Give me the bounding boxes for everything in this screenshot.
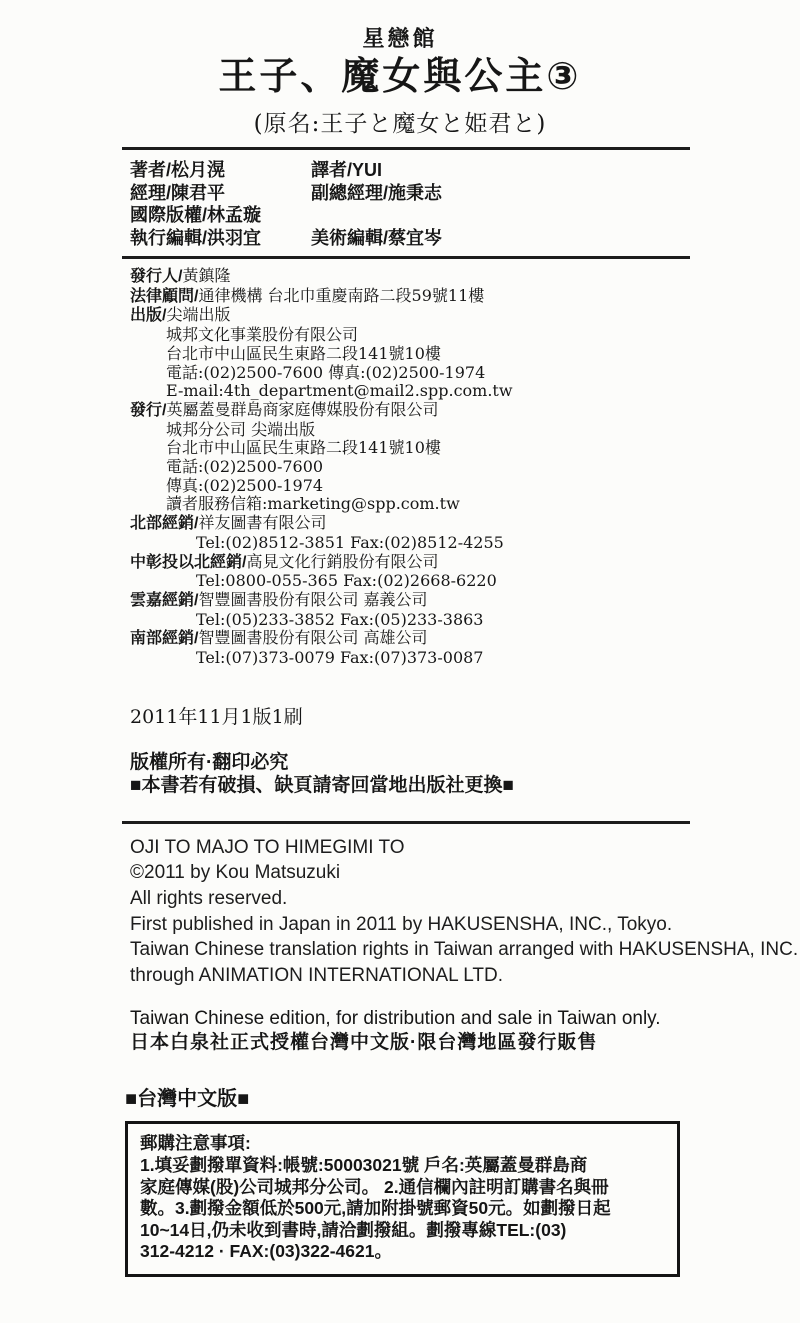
credits-section xyxy=(130,159,800,249)
publisher-info-section xyxy=(130,267,800,668)
english-agent-line: through ANIMATION INTERNATIONAL LTD. xyxy=(130,964,504,986)
mail-order-heading: 郵購注意事項: xyxy=(140,1133,251,1154)
license-chinese-line: 日本白泉社正式授權台灣中文版·限台灣地區發行販售 xyxy=(130,1032,598,1054)
divider-copyright xyxy=(122,821,690,824)
mail-order-line: 312-4212 · FAX:(03)322-4621。 xyxy=(140,1241,392,1262)
info-line-phone-fax: 電話:(02)2500-7600 傳真:(02)2500-1974 xyxy=(166,362,486,382)
credit-row xyxy=(130,204,800,227)
info-line-north-distributor: 北部經銷/祥友圖書有限公司 xyxy=(130,513,327,533)
info-line-fax: 傳真:(02)2500-1974 xyxy=(166,475,324,495)
info-line-publisher-person: 發行人/黃鎮隆 xyxy=(130,266,231,285)
info-line-central-distributor: 中彰投以北經銷/高見文化行銷股份有限公司 xyxy=(130,551,439,571)
credit-row xyxy=(130,227,800,250)
credit-art-editor: 美術編輯/蔡宜岑 xyxy=(311,227,443,248)
info-line-phone: 電話:(02)2500-7600 xyxy=(166,457,324,477)
imprint-label: 星戀館 xyxy=(362,26,438,51)
book-title: 王子、魔女與公主③ xyxy=(218,56,582,98)
credit-translator: 譯者/YUI xyxy=(311,160,383,180)
license-section xyxy=(130,1007,800,1055)
info-line-tel-fax: Tel:(05)233-3852 Fax:(05)233-3863 xyxy=(196,609,484,629)
mail-order-line: 10~14日,仍未收到書時,請洽劃撥組。劃撥專線TEL:(03) xyxy=(140,1219,567,1240)
english-romanized-title: OJI TO MAJO TO HIMEGIMI TO xyxy=(130,836,405,858)
license-english-line: Taiwan Chinese edition, for distribution and sale in Taiwan only. xyxy=(130,1008,661,1030)
taiwan-edition-marker: ■台灣中文版■ xyxy=(125,1088,250,1111)
english-copyright-line: ©2011 by Kou Matsuzuki xyxy=(130,862,341,884)
credit-row xyxy=(130,182,800,205)
damage-notice-line: ■本書若有破損、缺頁請寄回當地出版社更換■ xyxy=(130,774,514,796)
header xyxy=(0,0,800,138)
english-copyright-section xyxy=(130,835,800,989)
credit-author: 著者/松月滉 xyxy=(130,160,226,180)
info-line-email: E-mail:4th_department@mail2.spp.com.tw xyxy=(166,381,513,401)
mail-order-line: 數。3.劃撥金額低於500元,請加附掛號郵資50元。如劃撥日起 xyxy=(140,1198,611,1219)
info-line-publisher: 出版/尖端出版 xyxy=(130,305,231,325)
mail-order-line: 家庭傳媒(股)公司城邦分公司。 2.通信欄內註明訂購書名與冊 xyxy=(140,1176,609,1197)
english-rights-line: All rights reserved. xyxy=(130,887,288,909)
printing-line: 2011年11月1版1刷 xyxy=(130,705,303,728)
credit-row xyxy=(130,159,800,182)
credit-deputy-manager: 副總經理/施秉志 xyxy=(311,182,443,203)
info-line-legal-advisor: 法律顧問/通律機構 台北巾重慶南路二段59號11樓 xyxy=(130,285,485,305)
original-title: (原名:王子と魔女と姫君と) xyxy=(253,111,547,137)
info-line-branch: 城邦分公司 尖端出版 xyxy=(166,419,316,439)
credit-manager: 經理/陳君平 xyxy=(130,182,226,203)
info-line-reader-service: 讀者服務信箱:marketing@spp.com.tw xyxy=(166,494,460,514)
mail-order-box xyxy=(125,1121,680,1277)
info-line-tel-fax: Tel:(02)8512-3851 Fax:(02)8512-4255 xyxy=(196,532,504,552)
info-line-address: 台北市中山區民生東路二段141號10樓 xyxy=(166,438,441,458)
english-translation-rights-line: Taiwan Chinese translation rights in Taiwan arranged with HAKUSENSHA, INC. xyxy=(130,939,799,961)
mail-order-line: 1.填妥劃撥單資料:帳號:50003021號 戶名:英屬蓋曼群島商 xyxy=(140,1154,588,1175)
info-line-yunjia-distributor: 雲嘉經銷/智豐圖書股份有限公司 嘉義公司 xyxy=(130,589,428,609)
divider-credits xyxy=(122,256,690,259)
copyright-line: 版權所有·翻印必究 xyxy=(130,751,289,773)
credit-executive-editor: 執行編輯/洪羽宜 xyxy=(130,227,262,248)
english-first-published-line: First published in Japan in 2011 by HAKUSENSHA, INC., Tokyo. xyxy=(130,913,673,935)
info-line-tel-fax: Tel:(07)373-0079 Fax:(07)373-0087 xyxy=(196,648,484,668)
info-line-south-distributor: 南部經銷/智豐圖書股份有限公司 高雄公司 xyxy=(130,628,428,648)
info-line-company: 城邦文化事業股份有限公司 xyxy=(166,325,359,345)
info-line-address: 台北市中山區民生東路二段141號10樓 xyxy=(166,343,441,363)
info-line-distributor: 發行/英屬蓋曼群島商家庭傳媒股份有限公司 xyxy=(130,399,439,419)
divider-top xyxy=(122,147,690,150)
info-line-tel-fax: Tel:0800-055-365 Fax:(02)2668-6220 xyxy=(196,571,497,591)
edition-section xyxy=(130,702,800,797)
credit-international-rights: 國際版權/林孟璇 xyxy=(130,205,262,225)
